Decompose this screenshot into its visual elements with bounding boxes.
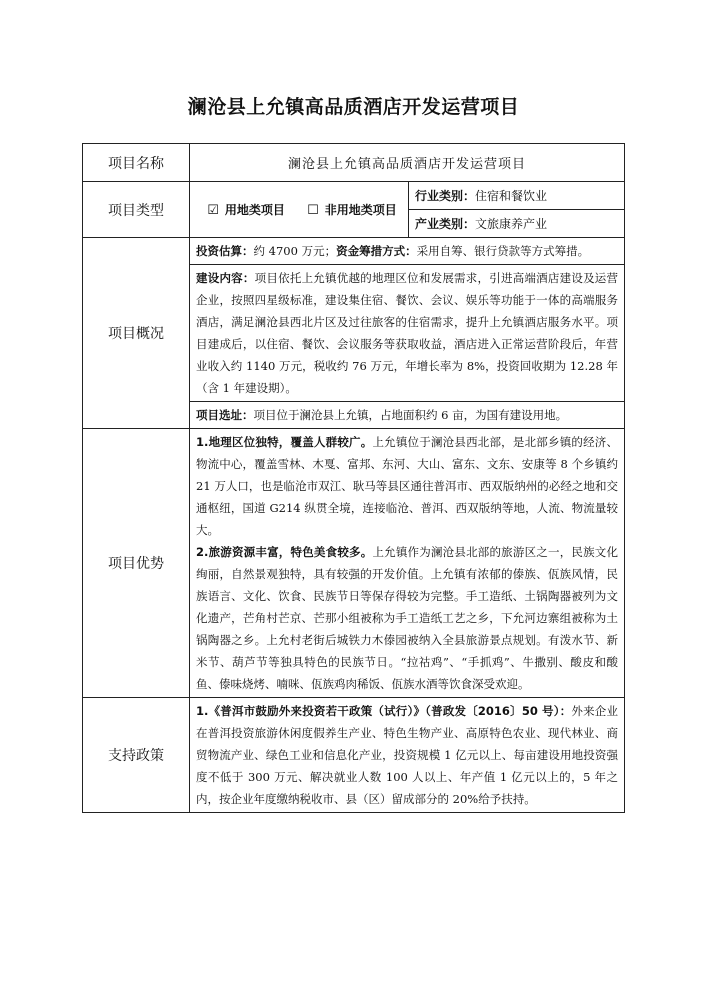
row-overview-investment bbox=[83, 238, 625, 265]
overview-content bbox=[190, 265, 625, 402]
sector-category bbox=[409, 210, 625, 238]
policy-text bbox=[190, 698, 625, 813]
investment-value: 约 4700 万元； bbox=[253, 244, 337, 258]
option-land-label: 用地类项目 bbox=[224, 203, 285, 217]
investment-label: 投资估算： bbox=[196, 244, 254, 258]
advantages-text bbox=[190, 429, 625, 698]
label-project-name: 项目名称 bbox=[83, 144, 190, 182]
page-title: 澜沧县上允镇高品质酒店开发运营项目 bbox=[187, 96, 520, 118]
sector-label: 产业类别： bbox=[415, 217, 476, 231]
advantage-2-title: 2.旅游资源丰富，特色美食较多。 bbox=[196, 545, 373, 559]
policy-1-title: 1.《普洱市鼓励外来投资若干政策（试行）》（普政发〔2016〕50 号）： bbox=[196, 704, 572, 718]
unchecked-box-icon: ☐ bbox=[307, 203, 319, 218]
advantage-2-text: 上允镇作为澜沧县北部的旅游区之一，民族文化绚丽，自然景观独特，具有较强的开发价值。上允镇有浓郁的傣族、佤族风情，民族语言、文化、饮食、民族节日等保存得较为完整。手工造纸、土锅陶器被列为文化遗产，芒角村芒京、芒那小组被称为手工造纸工艺之乡，下允河边寨组被称为土锅陶器之乡。上允村老街后城铁力木傣园被纳入全县旅游景点规划。有泼水节、新米节、葫芦节等独具特色的民族节日。“拉祜鸡”、“手抓鸡”、牛撒别、酸皮和酸鱼、傣味烧烤、喃咪、佤族鸡肉稀饭、佤族水酒等饮食深受欢迎。 bbox=[196, 545, 619, 691]
financing-label: 资金筹措方式： bbox=[336, 244, 417, 258]
row-project-type-1 bbox=[83, 182, 625, 210]
content-label: 建设内容： bbox=[196, 271, 255, 285]
site-value: 项目位于澜沧县上允镇，占地面积约 6 亩，为国有建设用地。 bbox=[253, 408, 568, 422]
industry-label: 行业类别： bbox=[415, 189, 476, 203]
advantage-1-text: 上允镇位于澜沧县西北部，是北部乡镇的经济、物流中心，覆盖雪林、木戛、富邦、东河、大山、富东、文东、安康等 8 个乡镇约 21 万人口，也是临沧市双江、耿马等县区通往普洱市、西双版纳州的必经之地和交通枢纽，国道 G214 纵贯全境，连接临沧、普洱、西双版纳等地，人流、物流量较大。 bbox=[196, 435, 619, 537]
industry-category bbox=[409, 182, 625, 210]
industry-value: 住宿和餐饮业 bbox=[475, 189, 548, 203]
financing-value: 采用自筹、银行贷款等方式筹措。 bbox=[416, 244, 590, 258]
option-nonland-label: 非用地类项目 bbox=[324, 203, 397, 217]
site-label: 项目选址： bbox=[196, 408, 254, 422]
row-advantages bbox=[83, 429, 625, 698]
label-policy: 支持政策 bbox=[83, 698, 190, 813]
sector-value: 文旅康养产业 bbox=[475, 217, 548, 231]
row-policy bbox=[83, 698, 625, 813]
project-type-options bbox=[190, 182, 409, 238]
label-project-type: 项目类型 bbox=[83, 182, 190, 238]
project-info-table bbox=[82, 143, 625, 813]
overview-site bbox=[190, 402, 625, 429]
content-value: 项目依托上允镇优越的地理区位和发展需求，引进高端酒店建设及运营企业，按照四星级标准，建设集住宿、餐饮、会议、娱乐等功能于一体的高端服务酒店，满足澜沧县西北片区及过往旅客的住宿需求，提升上允镇酒店服务水平。项目建成后，以住宿、餐饮、会议服务等获取收益，酒店进入正常运营阶段后，年营业收入约 1140 万元，税收约 76 万元，年增长率为 8%，投资回收期为 12.28 年（含 1 年建设期）。 bbox=[196, 271, 619, 395]
overview-investment bbox=[190, 238, 625, 265]
row-project-name bbox=[83, 144, 625, 182]
advantage-1-title: 1.地理区位独特，覆盖人群较广。 bbox=[196, 435, 373, 449]
label-overview: 项目概况 bbox=[83, 238, 190, 429]
policy-1-text: 外来企业在普洱投资旅游休闲度假养生产业、特色生物产业、高原特色农业、现代林业、商贸物流产业、绿色工业和信息化产业，投资规模 1 亿元以上、每亩建设用地投资强度不低于 300 万元、解决就业人数 100 人以上、年产值 1 亿元以上的，5 年之内，按企业年度缴纳税收市、县（区）留成部分的 20%给予扶持。 bbox=[196, 704, 619, 806]
option-land[interactable] bbox=[201, 203, 285, 217]
option-nonland[interactable] bbox=[301, 203, 397, 217]
label-advantages: 项目优势 bbox=[83, 429, 190, 698]
value-project-name: 澜沧县上允镇高品质酒店开发运营项目 bbox=[190, 144, 625, 182]
checked-box-icon: ☑ bbox=[207, 203, 219, 218]
